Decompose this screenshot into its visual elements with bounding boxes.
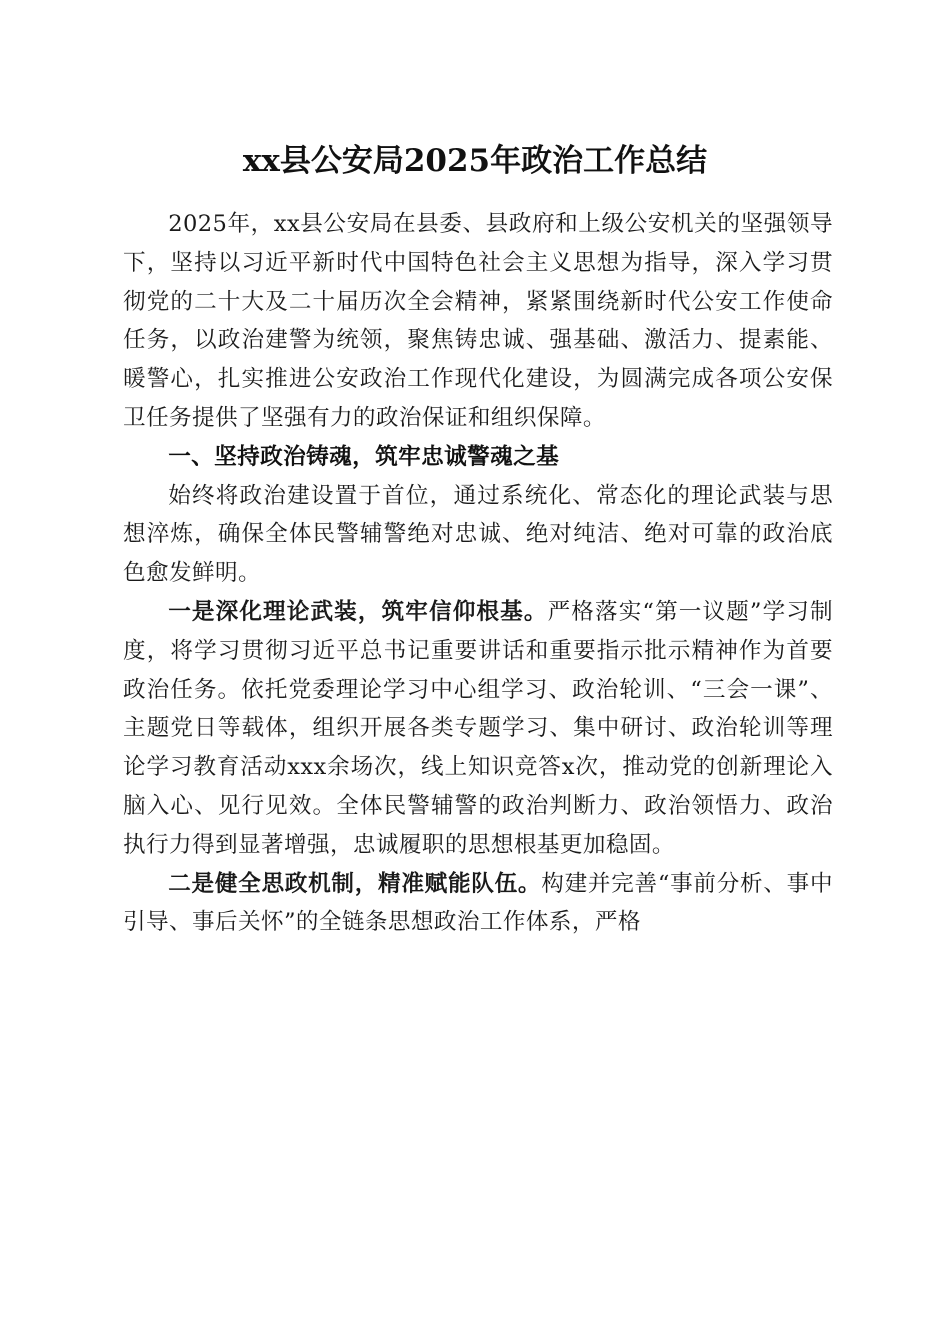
document-body [123,205,833,942]
section-1-intro-paragraph: 始终将政治建设置于首位，通过系统化、常态化的理论武装与思想淬炼，确保全体民警辅警绝对忠诚、绝对纯洁、绝对可靠的政治底色愈发鲜明。 [123,482,833,587]
item-2-body: 构建并完善“事前分析、事中引导、事后关怀”的全链条思想政治工作体系，严格 [123,870,833,936]
document-title: xx县公安局2025年政治工作总结 [242,143,708,179]
item-1-paragraph [123,593,833,865]
item-2-paragraph [123,865,833,943]
item-2-lead: 二是健全思政机制，精准赋能队伍。 [168,870,542,897]
intro-paragraph: 2025年，xx县公安局在县委、县政府和上级公安机关的坚强领导下，坚持以习近平新时代中国特色社会主义思想为指导，深入学习贯彻党的二十大及二十届历次全会精神，紧紧围绕新时代公安工作使命任务，以政治建警为统领，聚焦铸忠诚、强基础、激活力、提素能、暖警心，扎实推进公安政治工作现代化建设，为圆满完成各项公安保卫任务提供了坚强有力的政治保证和组织保障。 [123,211,833,431]
item-1-lead: 一是深化理论武装，筑牢信仰根基。 [168,598,548,625]
item-1-body: 严格落实“第一议题”学习制度，将学习贯彻习近平总书记重要讲话和重要指示批示精神作为首要政治任务。依托党委理论学习中心组学习、政治轮训、“三会一课”、主题党日等载体，组织开展各类专题学习、集中研讨、政治轮训等理论学习教育活动xxx余场次，线上知识竞答x次，推动党的创新理论入脑入心、见行见效。全体民警辅警的政治判断力、政治领悟力、政治执行力得到显著增强，忠诚履职的思想根基更加稳固。 [123,598,833,858]
section-heading-1: 一、坚持政治铸魂，筑牢忠诚警魂之基 [168,443,560,470]
